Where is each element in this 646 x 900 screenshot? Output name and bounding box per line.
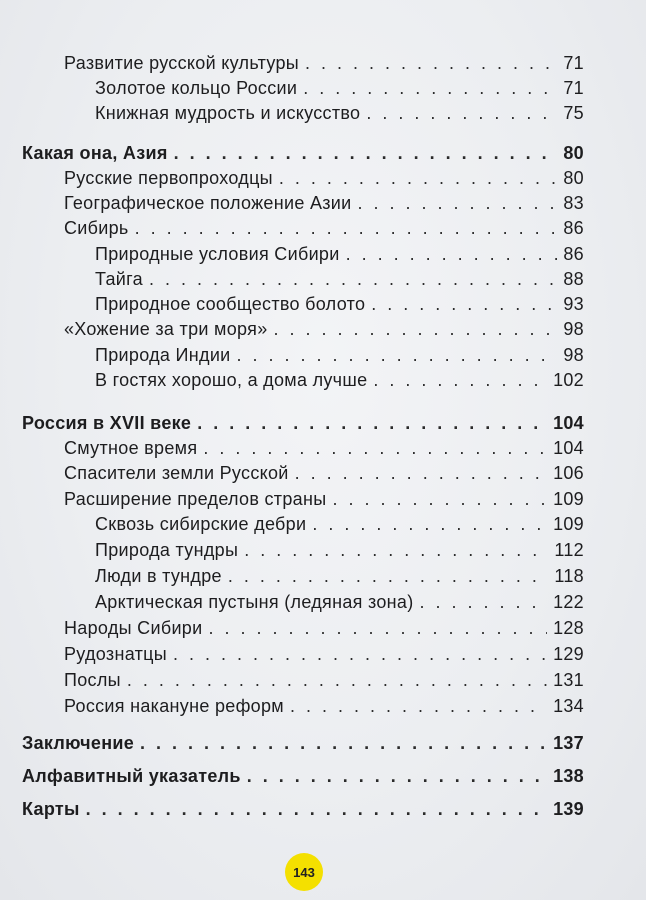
toc-entry[interactable]: [64, 641, 584, 667]
leader-dots: [366, 100, 557, 126]
toc-entry-page: 93: [563, 294, 584, 314]
toc-entry-page: 71: [563, 53, 584, 73]
toc-entry-title: Золотое кольцо России: [95, 78, 298, 98]
toc-entry-page: 98: [563, 345, 584, 365]
leader-dots: [173, 641, 547, 667]
toc-entry[interactable]: [95, 100, 584, 126]
leader-dots: [149, 266, 557, 292]
toc-entry[interactable]: [64, 316, 584, 342]
leader-dots: [358, 190, 558, 216]
toc-entry-title: Народы Сибири: [64, 618, 203, 638]
leader-dots: [208, 615, 547, 641]
leader-dots: [244, 537, 548, 563]
leader-dots: [305, 50, 557, 76]
toc-entry-page: 86: [563, 244, 584, 264]
toc-entry[interactable]: [64, 460, 584, 486]
toc-entry[interactable]: [64, 190, 584, 216]
toc-entry-page: 118: [554, 566, 584, 586]
leader-dots: [86, 796, 547, 822]
toc-entry-page: 80: [563, 168, 584, 188]
leader-dots: [228, 563, 549, 589]
toc-entry-title: Алфавитный указатель: [22, 766, 241, 786]
toc-entry-page: 104: [553, 438, 584, 458]
leader-dots: [346, 241, 558, 267]
leader-dots: [127, 667, 547, 693]
toc-entry-page: 112: [554, 540, 584, 560]
toc-entry[interactable]: [95, 291, 584, 317]
toc-entry[interactable]: [95, 75, 584, 101]
toc-entry-page: 129: [553, 644, 584, 664]
toc-entry[interactable]: [95, 241, 584, 267]
toc-entry-page: 71: [563, 78, 584, 98]
leader-dots: [332, 486, 547, 512]
leader-dots: [371, 291, 557, 317]
toc-entry-title: Сибирь: [64, 218, 129, 238]
toc-entry-page: 83: [563, 193, 584, 213]
toc-entry-page: 122: [553, 592, 584, 612]
toc-section-heading[interactable]: [22, 763, 584, 789]
toc-entry-title: Природа Индии: [95, 345, 231, 365]
toc-entry-page: 128: [553, 618, 584, 638]
toc-entry-title: Рудознатцы: [64, 644, 168, 664]
toc-entry-title: Тайга: [95, 269, 143, 289]
toc-entry-title: Русские первопроходцы: [64, 168, 273, 188]
toc-entry-page: 137: [553, 733, 584, 753]
toc-entry-page: 80: [563, 143, 584, 163]
toc-entry-title: Спасители земли Русской: [64, 463, 289, 483]
toc-entry-page: 75: [563, 103, 584, 123]
leader-dots: [135, 215, 558, 241]
toc-entry-title: Россия в XVII веке: [22, 413, 192, 433]
toc-entry-title: Природные условия Сибири: [95, 244, 340, 264]
toc-entry[interactable]: [95, 266, 584, 292]
toc-entry-title: «Хожение за три моря»: [64, 319, 268, 339]
toc-entry-title: Россия накануне реформ: [64, 696, 284, 716]
leader-dots: [420, 589, 548, 615]
leader-dots: [290, 693, 547, 719]
leader-dots: [274, 316, 558, 342]
toc-entry-title: Люди в тундре: [95, 566, 222, 586]
toc-entry-page: 139: [553, 799, 584, 819]
toc-entry-title: Природа тундры: [95, 540, 239, 560]
toc-entry-page: 88: [563, 269, 584, 289]
toc-entry-title: В гостях хорошо, а дома лучше: [95, 370, 368, 390]
toc-entry-page: 104: [553, 413, 584, 433]
toc-entry[interactable]: [64, 667, 584, 693]
toc-entry-title: Заключение: [22, 733, 135, 753]
leader-dots: [303, 75, 557, 101]
toc-entry[interactable]: [95, 367, 584, 393]
page-number-badge: [285, 853, 323, 891]
toc-entry-page: 109: [553, 489, 584, 509]
toc-entry-title: Географическое положение Азии: [64, 193, 352, 213]
toc-entry[interactable]: [95, 511, 584, 537]
toc-entry-title: Карты: [22, 799, 80, 819]
toc-entry[interactable]: [95, 589, 584, 615]
toc-entry[interactable]: [64, 435, 584, 461]
leader-dots: [373, 367, 547, 393]
leader-dots: [174, 140, 558, 166]
toc-section-heading[interactable]: [22, 410, 584, 436]
toc-section-heading[interactable]: [22, 730, 584, 756]
toc-entry-page: 131: [553, 670, 584, 690]
toc-entry-page: 106: [553, 463, 584, 483]
leader-dots: [247, 763, 547, 789]
toc-entry-title: Послы: [64, 670, 121, 690]
toc-entry-title: Смутное время: [64, 438, 198, 458]
leader-dots: [312, 511, 547, 537]
toc-entry-title: Сквозь сибирские дебри: [95, 514, 307, 534]
toc-entry-page: 109: [553, 514, 584, 534]
toc-entry-page: 98: [563, 319, 584, 339]
toc-entry-title: Арктическая пустыня (ледяная зона): [95, 592, 414, 612]
leader-dots: [295, 460, 547, 486]
toc-entry[interactable]: [64, 486, 584, 512]
toc-entry-page: 134: [553, 696, 584, 716]
toc-entry-title: Книжная мудрость и искусство: [95, 103, 361, 123]
toc-entry-page: 138: [553, 766, 584, 786]
toc-section-heading[interactable]: [22, 140, 584, 166]
toc-entry-page: 86: [563, 218, 584, 238]
toc-entry[interactable]: [64, 165, 584, 191]
toc-entry-title: Развитие русской культуры: [64, 53, 299, 73]
toc-entry[interactable]: [64, 50, 584, 76]
toc-entry-title: Какая она, Азия: [22, 143, 168, 163]
leader-dots: [203, 435, 547, 461]
toc-entry[interactable]: [64, 215, 584, 241]
toc-entry-page: 102: [553, 370, 584, 390]
toc-entry[interactable]: [95, 563, 584, 589]
toc-entry[interactable]: [95, 537, 584, 563]
leader-dots: [197, 410, 547, 436]
leader-dots: [237, 342, 558, 368]
page-number: 143: [293, 864, 315, 880]
leader-dots: [279, 165, 557, 191]
leader-dots: [140, 730, 547, 756]
toc-entry[interactable]: [64, 693, 584, 719]
toc-entry-title: Природное сообщество болото: [95, 294, 366, 314]
toc-entry-title: Расширение пределов страны: [64, 489, 327, 509]
toc-section-heading[interactable]: [22, 796, 584, 822]
toc-entry[interactable]: [95, 342, 584, 368]
toc-entry[interactable]: [64, 615, 584, 641]
